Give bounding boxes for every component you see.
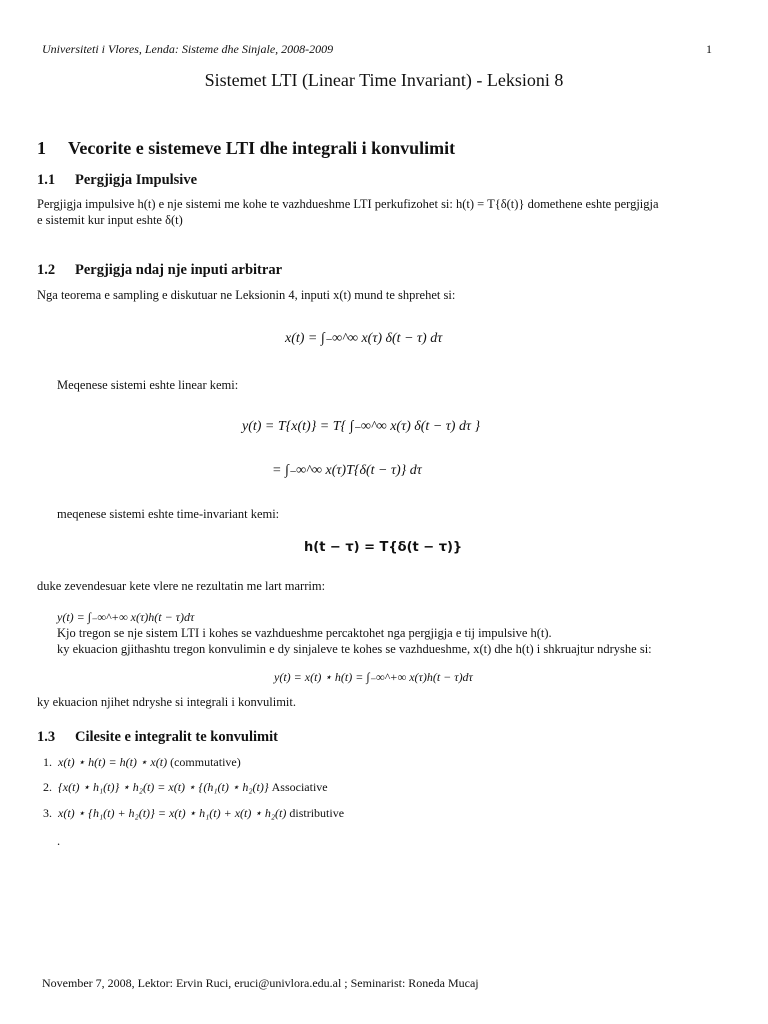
property-expression: x(t) ⋆ h(t) = h(t) ⋆ x(t) <box>58 755 168 769</box>
subsection-title: Cilesite e integralit te konvulimit <box>75 729 278 745</box>
running-head: Universiteti i Vlores, Lenda: Sisteme dhe Sinjale, 2008-2009 <box>42 42 334 56</box>
section-1-heading <box>37 138 455 159</box>
subsection-number: 1.2 <box>37 262 56 278</box>
page-footer: November 7, 2008, Lektor: Ervin Ruci, eruci@univlora.edu.al ; Seminarist: Roneda Mucaj <box>42 976 479 990</box>
property-label: Associative <box>271 780 328 794</box>
equation-sampling: x(t) = ∫₋∞^∞ x(τ) δ(t − τ) dτ <box>285 331 443 346</box>
subsection-1-1-heading <box>37 172 197 189</box>
subsection-number: 1.3 <box>37 729 56 745</box>
list-number: 2. <box>43 780 52 794</box>
subsection-title: Pergjigja ndaj nje inputi arbitrar <box>75 262 283 278</box>
sampling-intro: Nga teorema e sampling e diskutuar ne Leksionin 4, inputi x(t) mund te shprehet si: <box>37 288 456 302</box>
property-expression: x(t) ⋆ {h₁(t) + h₂(t)} = x(t) ⋆ h₁(t) + x(t) ⋆ h₂(t) <box>58 806 287 820</box>
time-invariant-text: meqenese sistemi eshte time-invariant kemi: <box>57 507 280 521</box>
property-item-associative <box>37 780 328 795</box>
convolution-intro-text: ky ekuacion gjithashtu tregon konvulimin e dy sinjaleve te kohes se vazhdueshme, x(t) dhe h(t) i shkruajtur ndryshe si: <box>57 642 652 656</box>
page-title: Sistemet LTI (Linear Time Invariant) - Leksioni 8 <box>204 70 564 90</box>
list-number: 3. <box>43 806 52 820</box>
property-item-commutative <box>37 755 241 770</box>
impulse-definition-line-2: e sistemit kur input eshte δ(t) <box>37 213 183 227</box>
section-title: Vecorite e sistemeve LTI dhe integrali i konvulimit <box>68 138 456 158</box>
impulse-definition-line-1: Pergjigja impulsive h(t) e nje sistemi me kohe te vazhdueshme LTI perkufizohet si: h(t) = T{δ(t)} domethene eshte pergjigja <box>37 197 659 211</box>
list-number: 1. <box>43 755 52 769</box>
property-label: distributive <box>289 806 345 820</box>
page-number: 1 <box>706 42 712 56</box>
subsection-1-3-heading <box>37 729 278 746</box>
lti-characterization-text: Kjo tregon se nje sistem LTI i kohes se vazhdueshme percaktohet nga pergjigja e tij impulsive h(t). <box>57 626 552 640</box>
trailing-dot: . <box>57 834 61 848</box>
substitution-text: duke zevendesuar kete vlere ne rezultatin me lart marrim: <box>37 579 326 593</box>
subsection-1-2-heading <box>37 262 282 279</box>
equation-linearity-b: = ∫₋∞^∞ x(τ)T{δ(t − τ)} dτ <box>272 463 422 478</box>
equation-linearity-a: y(t) = T{x(t)} = T{ ∫₋∞^∞ x(τ) δ(t − τ) dτ } <box>242 419 481 434</box>
subsection-number: 1.1 <box>37 172 56 188</box>
subsection-title: Pergjigja Impulsive <box>75 172 198 188</box>
equation-shifted-impulse: h(t − τ) = T{δ(t − τ)} <box>304 540 463 555</box>
equation-output-integral: y(t) = ∫₋∞^+∞ x(τ)h(t − τ)dτ <box>57 610 195 624</box>
section-number: 1 <box>37 138 46 158</box>
property-expression: {x(t) ⋆ h₁(t)} ⋆ h₂(t) = x(t) ⋆ {(h₁(t) ⋆ h₂(t)} <box>58 780 269 794</box>
property-item-distributive <box>37 806 344 821</box>
linear-text: Meqenese sistemi eshte linear kemi: <box>57 378 239 392</box>
property-label: (commutative) <box>170 755 241 769</box>
equation-convolution: y(t) = x(t) ⋆ h(t) = ∫₋∞^+∞ x(τ)h(t − τ)dτ <box>274 670 473 684</box>
convolution-integral-text: ky ekuacion njihet ndryshe si integrali i konvulimit. <box>37 695 296 709</box>
